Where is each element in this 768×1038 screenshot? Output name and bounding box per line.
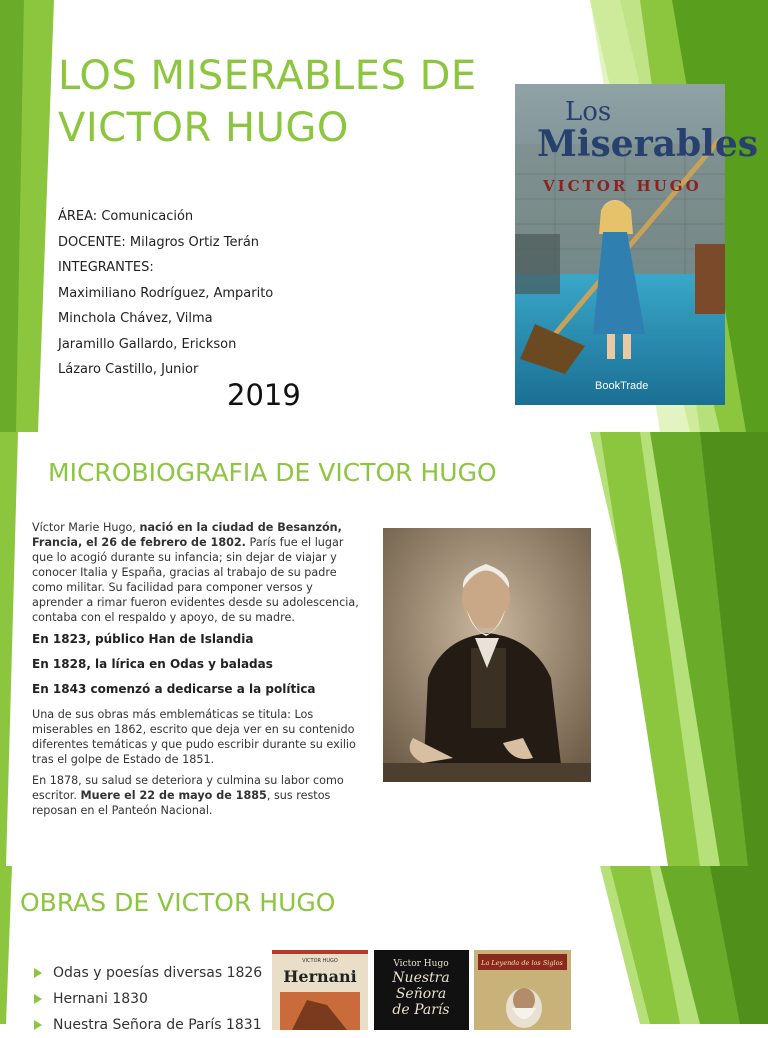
bullet-arrow-icon (34, 1020, 42, 1030)
bio-paragraph-2: Una de sus obras más emblemáticas se titula: Los miserables en 1862, escrito que deja ver en su contenido diferentes temáticas y que pudo escribir durante su exilio tras el golpe de Estado de 1851. (32, 708, 356, 766)
book-cover-hernani (272, 950, 368, 1030)
book-cover-notre-dame (374, 950, 469, 1030)
book-cover-los-miserables (515, 84, 759, 405)
book-title-line: Nuestra (392, 970, 450, 986)
member-name: Lázaro Castillo, Junior (58, 362, 199, 377)
teacher-line: DOCENTE: Milagros Ortiz Terán (58, 234, 260, 250)
members-heading: INTEGRANTES: (58, 260, 154, 275)
cover-title-los: Los (565, 97, 612, 127)
list-item: Hernani 1830 (34, 986, 262, 1012)
slide-title (0, 0, 768, 432)
area-line: ÁREA: Comunicación (58, 209, 194, 224)
bio-fact: En 1823, público Han de Islandia (32, 632, 254, 646)
list-item: Nuestra Señora de París 1831 (34, 1012, 262, 1038)
member-name: Jaramillo Gallardo, Erickson (58, 336, 237, 352)
bullet-arrow-icon (34, 968, 42, 978)
member-name: Maximiliano Rodríguez, Amparito (58, 285, 274, 301)
bio-paragraph-1: Víctor Marie Hugo, nació en la ciudad de Besanzón, Francia, el 26 de febrero de 1802. París fue el lugar que lo acogió durante su infancia; sin dejar de viajar y conocer Italia y España, gracias al trabajo de su padre como militar. Su facilidad para componer versos y aprender a rimar fueron evidentes desde su adolescencia, contaba con el respaldo y apoyo, de su madre. (32, 521, 359, 624)
victor-hugo-portrait (383, 528, 591, 782)
works-list (34, 960, 262, 1038)
biography-text (32, 520, 367, 824)
info-block (58, 206, 273, 385)
book-title: Hernani (283, 967, 357, 986)
bio-paragraph-3: En 1878, su salud se deteriora y culmina su labor como escritor. Muere el 22 de mayo de 1885, sus restos reposan en el Panteón Nacional. (32, 774, 344, 817)
book-title: La Leyenda de los Siglos (481, 959, 563, 967)
presentation-title: LOS MISERABLES DE VICTOR HUGO (58, 53, 477, 151)
book-author: Victor Hugo (393, 959, 449, 969)
book-author: VICTOR HUGO (302, 958, 338, 964)
slide-works (0, 866, 768, 1033)
book-cover-illustration (515, 84, 759, 405)
list-item: Odas y poesías diversas 1826 (34, 960, 262, 986)
bio-fact: En 1843 comenzó a dedicarse a la política (32, 682, 316, 696)
cover-title-miserables: Miserables (537, 123, 759, 165)
year-label: 2019 (227, 378, 301, 412)
book-cover-leyenda-siglos (474, 950, 571, 1030)
works-title: OBRAS DE VICTOR HUGO (20, 888, 336, 917)
cover-author: VICTOR HUGO (543, 177, 702, 195)
portrait-illustration (383, 528, 591, 782)
member-name: Minchola Chávez, Vilma (58, 311, 213, 326)
biography-title: MICROBIOGRAFIA DE VICTOR HUGO (48, 458, 497, 487)
book-title-line: Señora (395, 986, 447, 1002)
cover-publisher: BookTrade (595, 380, 649, 392)
slide-biography (0, 432, 768, 866)
book-title-line: de París (392, 1002, 450, 1018)
bio-fact: En 1828, la lírica en Odas y baladas (32, 657, 273, 671)
bullet-arrow-icon (34, 994, 42, 1004)
